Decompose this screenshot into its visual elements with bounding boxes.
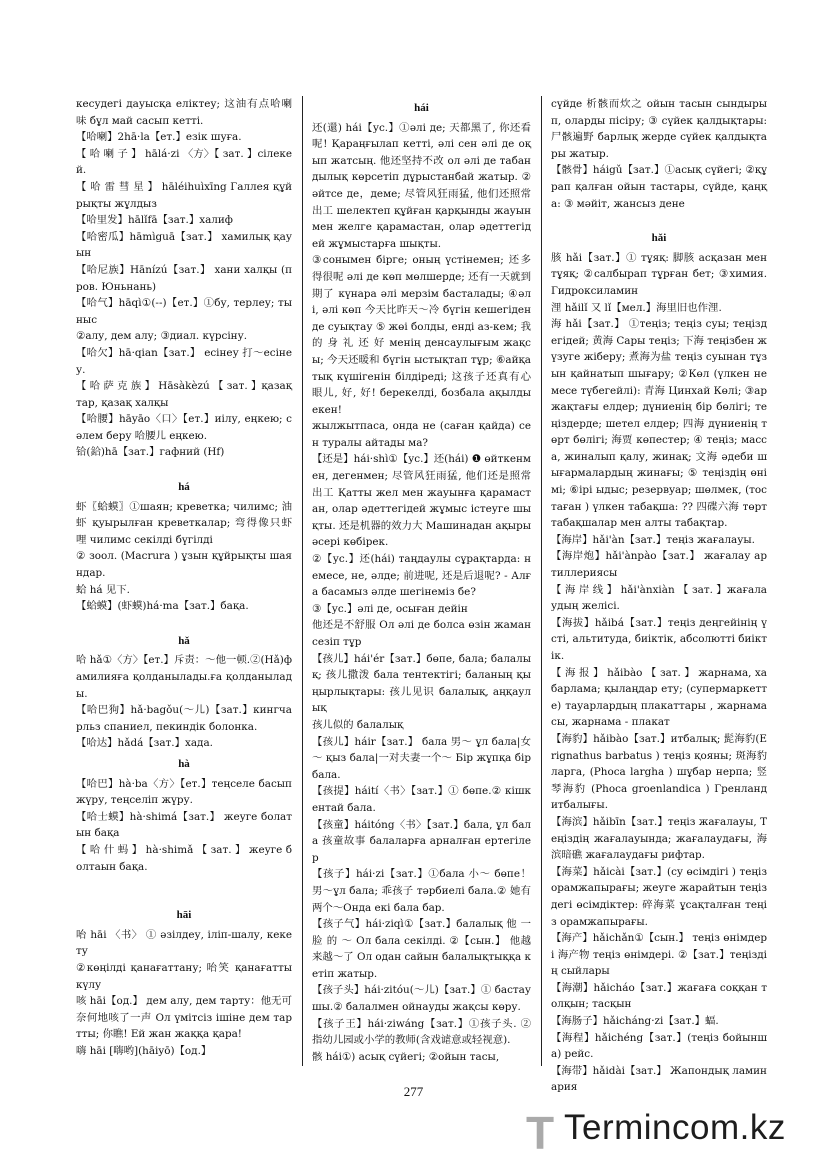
dictionary-entry: ②алу, дем алу; ③диал. күрсіну. — [76, 330, 248, 343]
section-headword: hǎi — [651, 232, 667, 245]
dictionary-entry: 【海程】hǎichéng【зат.】(теңіз бойынша) рейс. — [551, 1031, 767, 1061]
dictionary-entry: 【 哈 喇 子 】 hālá·zi 〈方〉【 зат. 】сілекей. — [76, 147, 292, 177]
dictionary-entry: 【 哈 雷 彗 星 】 hāléihuìxīng Галлея құйрықты жұлдыз — [76, 180, 292, 210]
dictionary-entry: 【哈尼族】Hānízú【зат.】 хани халқы (пров. Юньнань) — [76, 263, 292, 293]
spacer — [76, 875, 292, 889]
dictionary-entry: 咍 hāi 〈书〉 ① әзілдеу, іліп-шалу, кекету — [76, 928, 292, 958]
section-headword: hà — [178, 757, 190, 770]
dictionary-entry: 骸 hái①) асық сүйегі; ②ойын тасы, — [312, 1050, 500, 1063]
dictionary-entry: 【孩提】háití〈书〉【зат.】① бөпе.② кішкентай бала. — [312, 785, 531, 814]
dictionary-entry: 【孩子头】hái·zitóu(～儿)【зат.】① бастаушы.② балалмен ойнауды жақсы көру. — [312, 984, 531, 1014]
dictionary-entry: 【孩童】háitóng〈书〉【зат.】бала, ұл бала 孩童故事 балаларға арналған ертегілер — [312, 818, 531, 864]
dictionary-entry: 【 哈 萨 克 族 】 Hāsàkèzú 【 зат. 】қазақтар, қазақ халқы — [76, 380, 292, 409]
dictionary-entry: 海 hǎi【зат.】 ①теңіз; теңіз суы; теңіздегідей; 黄海 Сары теңіз; 下海 теңізбен жүзуге жіберу; 煮海为盐 теңіз суынан тұзын қайнатып шығару; ②Көл (үлкен немесе түбегейлі): 青海 Цинхай Көлі; ③ар жақтағы елдер; дүниенің бір бөлігі; теңіздерде; шетел елдер; 四海 дүниенің төрт бөлігі; 海贾 көпестер; ④ теңіз; масса, жиналып қалу, жинақ; 文海 әдеби шығармалардың жинағы; ⑤ теңіздің өнімі; ⑥ірі ыдыс; резервуар; шөлмек, (тостаған ) үлкен табақша: ?? 四碟六海 төрт табақшалар мен алты табақтар. — [551, 318, 767, 530]
dictionary-column-2 — [312, 96, 531, 1065]
dictionary-entry: жылжытпаса, онда не (саған қайда) сен туралы айтады ма? — [312, 420, 531, 449]
dictionary-entry: ② зоол. (Macrura ) ұзын құйрықты шаяндар. — [76, 550, 292, 580]
dictionary-entry: 蛤 há 见下. — [76, 583, 130, 596]
section-headword: hāi — [176, 909, 192, 922]
dictionary-entry: 嗨 hāi [嗨哟](hāiyō)【од.】 — [76, 1044, 212, 1057]
dictionary-entry: 【海滨】hǎibīn【зат.】теңіз жағалауы, Теңіздің жағалауында; жағалаудағы, 海滨暗礁 жағалаудағы рифтар. — [551, 815, 767, 862]
logo-text: Termincom.kz — [564, 1108, 786, 1147]
dictionary-entry: 【海肠子】hǎicháng·zi【зат.】蝠. — [551, 1015, 719, 1028]
dictionary-entry: 【哈士蟆】hà·shimá【зат.】 жеуге болатын бақа — [76, 810, 292, 840]
dictionary-entry: сүйде 析骸而炊之 ойын тасын сындырып, оларды пісіру; ③ сүйек қалдықтары: 尸骸遍野 барлық жерде сүйек қалдықтары жатыр. — [551, 98, 767, 160]
dictionary-entry: 【 海 报 】 hǎibào 【 зат. 】 жарнама, хабарлама; қылаңдар ету; (супермаркетте) тауарлардың плакаттары , жарнамасы, жарнама - плакат — [551, 666, 767, 729]
dictionary-entry: ②【ус.】还(hái) таңдаулы сұрақтарда: немесе, не, әлде; 前进呢, 还是后退呢? - Алға басамыз әлде шегінеміз бе? — [312, 553, 531, 599]
dictionary-entry: 【海岸炮】hǎi'ànpào【зат.】 жағалау артиллериясы — [551, 550, 767, 580]
dictionary-entry: 咳 hāi【од.】 дем алу, дем тарту：他无可奈何地咳了一声 Ол үмітсіз ішіне дем тартты; 你瞧! Ей жан жаққа қара! — [76, 995, 292, 1041]
dictionary-entry: 还(還) hái【ус.】①әлі де; 天都黑了, 你还看呢! Қараңғылап кетті, әлі сен әлі де оқып жатсың. 他还坚持不改 ол әлі де табандылық көрсетіп дұрыстанбай жатыр. ②әйтсе де，деме; 尽管风狂雨猛, 他们还照常出工 шелектеп құйған қарқынды жауын мен желге қарамастан, олар әдеттегідей жұмыстарға шықты. — [312, 121, 531, 250]
dictionary-entry: 【孩儿】háir【зат.】 бала 男～ ұл бала|女～ қыз бала|一对夫妻一个～ Бір жұпқа бір бала. — [312, 735, 531, 781]
dictionary-entry: 【孩子王】hái·ziwáng【зат.】①孩子头. ②指幼儿园或小学的教师(含戏谑意或轻视意). — [312, 1017, 531, 1047]
dictionary-entry: 浬 hǎilǐ 又 lǐ【мел.】海里旧也作浬. — [551, 301, 722, 314]
dictionary-entry: 【哈巴】hà·ba〈方〉【ет.】теңселе басып жүру, теңселіп жүру. — [76, 777, 292, 807]
dictionary-entry: кесудегі дауысқа еліктеу; 这油有点哈喇味 бұл май сасып кетті. — [76, 98, 292, 127]
dictionary-entry: 【哈密瓜】hāmìguā【зат.】 хамилық қауын — [76, 230, 292, 260]
dictionary-entry: 【哈巴狗】hǎ·bagǒu(～儿)【зат.】кингчарльз спаниел, пекиндік болонка. — [76, 704, 292, 733]
dictionary-entry: 【哈气】hāqì①(--)【ет.】①бу, терлеу; тыныс — [76, 297, 292, 326]
dictionary-entry: 【哈达】hǎdá【зат.】хада. — [76, 737, 213, 750]
dictionary-entry: ③сонымен бірге; оның үстінемен; 还多得很呢 әлі де көп мөлшерде; 还有一天就到期了 күнара әлі мерзім басталады; ④әлі, әлі көп 今天比昨天～冷 бүгін кешегіден де суықтау ⑤ жөі болды, енді аз-кем; 我 的 身 礼 还 好 менің денсаулығым жақсы; 今天还暖和 бүгін ыстықтап тұр; ⑥айқатық күшігенін білдіреді; 这孩子还真有心眼儿, 好, 好! берекелді, бозбала ақылды екен! — [312, 254, 531, 416]
dictionary-entry: 【蛤蟆】(虾蟆)há·ma【зат.】бақа. — [76, 600, 249, 613]
dictionary-entry: 【 哈 什 蚂 】 hà·shimǎ 【 зат. 】 жеуге болтаын бақа. — [76, 843, 292, 873]
dictionary-entry: 胲 hǎi【зат.】① тұяқ: 脚胲 асқазан мен тұяқ; ②салбырап тұрған бет; ③химия. Гидроксиламин — [551, 251, 767, 297]
dictionary-entry: 【还是】hái·shì①【ус.】还(hái) ❶ өйткенмен, дегенмен; 尽管风狂雨猛, 他们还是照常出工 Қатты жел мен жауынға қарамастан, олар әдеттегідей жұмыс істеуге шықты. 还是机器的效力大 Машинадан ақыры әсері көбірек. — [312, 453, 531, 549]
site-logo — [520, 1104, 810, 1159]
spacer — [76, 889, 292, 903]
dictionary-column-1 — [76, 96, 292, 1059]
dictionary-entry: 【海岸】hǎi'àn【зат.】теңіз жағалауы. — [551, 533, 755, 546]
dictionary-entry: 铪(鉿)hā【зат.】гафний (Hf) — [76, 446, 225, 459]
dictionary-entry: ③【ус.】әлі де, осыған дейін — [312, 602, 468, 615]
dictionary-entry: 哈 hǎ①〈方〉【ет.】斥责：～他一顿.②(Hǎ)фамилияға қолданылады.ға қолданылады. — [76, 654, 292, 700]
dictionary-column-3 — [551, 96, 767, 1096]
logo-t-mark-icon: T — [526, 1107, 555, 1159]
dictionary-entry: 【海菜】hǎicài【зат.】(су өсімдігі ) теңіз орамжапырағы; жеуге жарайтын теңіздегі өсімдіктер: 碎海菜 ұсақталған теңіз орамжапырағы. — [551, 865, 767, 928]
dictionary-entry: 【海豹】hǎibào【зат.】итбалық; 髭海豹(Erignathus barbatus ) теңіз қояны; 斑海豹 ларга, (Phoca largha ) шұбар нерпа; 竖琴海豹 (Phoca groenlandica ) Гренланд итбалығы. — [551, 732, 767, 812]
dictionary-entry: 【哈腰】hāyāo〈口〉【ет.】иілу, еңкею; сәлем беру 哈腰儿 еңкею. — [76, 413, 292, 442]
section-headword: há — [178, 481, 190, 494]
dictionary-entry: 【海潮】hǎicháo【зат.】жағаға соққан толқын; тасқын — [551, 981, 767, 1011]
dictionary-entry: 虾〖蛤蟆〗①шаян; креветка; чилимс; 油虾 қуырылған креветкалар; 弯得像只虾哩 чилимс секілді бүгілді — [76, 500, 292, 546]
dictionary-entry: 【海产】hǎichǎn①【сын.】 теңіз өнімдері 海产物 теңіз өнімдері. ②【зат.】теңіздің сыйлары — [551, 932, 767, 978]
dictionary-entry: 【孩儿】hái'ér【зат.】бөпе, бала; балалық; 孩儿撒泼 бала тентектігі; баланың қыңырлықтары: 孩儿见识 балалық, аңқаулық — [312, 652, 531, 715]
dictionary-entry: 【孩子气】hái·ziqì①【зат.】балалық 他 一 脸 的 ～ Ол бала секілді. ②【сын.】 他越来越～了 Ол одан сайын балалықтыққа кетіп жатыр. — [312, 918, 531, 980]
dictionary-entry: 他还是不舒服 Ол әлі де болса өзін жаман сезіп тұр — [312, 619, 531, 648]
dictionary-entry: 【孩子】hái·zi【зат.】①бала 小～ бөпе！男～ұл бала; 乖孩子 тәрбиелі бала.② 她有两个～Онда екі бала бар. — [312, 868, 531, 914]
dictionary-entry: ②көңілді қанағаттану; 咍笑 қанағатты күлу — [76, 961, 292, 991]
dictionary-entry: 【 海 岸 线 】 hǎi'ànxiàn 【 зат. 】жағалаудың желісі. — [551, 583, 767, 613]
dictionary-entry: 【海拔】hǎibá【зат.】теңіз деңгейінің үсті, альтитуда, биіктік, абсолютті биіктік. — [551, 616, 767, 662]
dictionary-entry: 【哈里发】hālǐfā【зат.】халиф — [76, 214, 233, 227]
page-number: 277 — [403, 1084, 424, 1099]
column-divider — [541, 96, 542, 1066]
spacer — [76, 461, 292, 475]
dictionary-entry: 【哈喇】2hā·la【ет.】езік шуға. — [76, 131, 242, 144]
column-divider — [302, 96, 303, 1066]
section-headword: hǎ — [178, 634, 190, 647]
section-headword: hái — [414, 102, 429, 114]
dictionary-entry: 【哈欠】hā·qian【зат.】 есінеу 打～есінеу. — [76, 346, 292, 376]
spacer — [551, 212, 767, 226]
dictionary-entry: 【海带】hǎidài【зат.】 Жапондық ламинария — [551, 1064, 767, 1094]
spacer — [76, 615, 292, 629]
dictionary-entry: 孩儿似的 балалық — [312, 718, 404, 731]
dictionary-entry: 【骸骨】háigǔ【зат.】①асық сүйегі; ②құрап қалған ойын тастары, сүйде, қаңқа: ③ мәйіт, жансыз дене — [551, 164, 767, 210]
